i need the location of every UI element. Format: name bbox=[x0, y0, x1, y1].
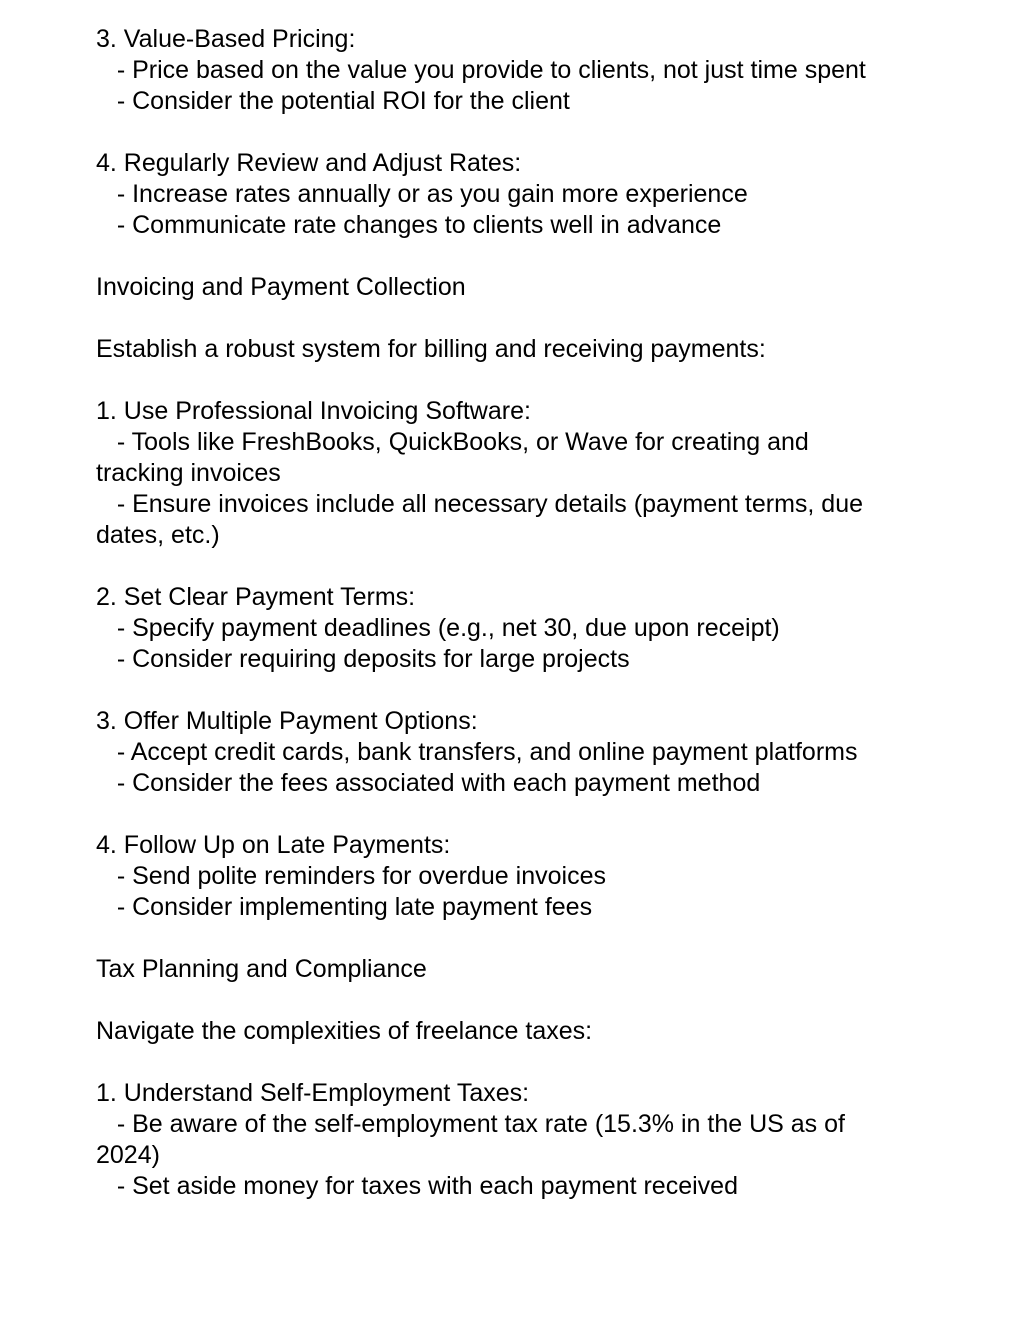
list-item-bullet: - Accept credit cards, bank transfers, and online payment platforms bbox=[96, 738, 858, 766]
blank-line bbox=[96, 241, 926, 272]
blank-line bbox=[96, 117, 926, 148]
list-item-heading: 2. Set Clear Payment Terms: bbox=[96, 583, 416, 611]
blank-line bbox=[96, 303, 926, 334]
list-item-bullet: - Ensure invoices include all necessary details (payment terms, due bbox=[96, 490, 864, 518]
section-heading: Tax Planning and Compliance bbox=[96, 955, 427, 983]
list-item-bullet: - Increase rates annually or as you gain more experience bbox=[96, 180, 748, 208]
list-item-bullet: - Consider implementing late payment fees bbox=[96, 893, 593, 921]
list-item-bullet: - Tools like FreshBooks, QuickBooks, or Wave for creating and bbox=[96, 428, 809, 456]
list-item-heading: 1. Use Professional Invoicing Software: bbox=[96, 397, 531, 425]
list-item-heading: 4. Follow Up on Late Payments: bbox=[96, 831, 451, 859]
list-item-bullet: - Consider requiring deposits for large projects bbox=[96, 645, 630, 673]
list-item-bullet: - Consider the potential ROI for the client bbox=[96, 87, 570, 115]
document-page bbox=[96, 24, 926, 1202]
list-item-bullet: - Be aware of the self-employment tax rate (15.3% in the US as of bbox=[96, 1110, 845, 1138]
blank-line bbox=[96, 1047, 926, 1078]
list-item-heading: 4. Regularly Review and Adjust Rates: bbox=[96, 149, 522, 177]
list-item-bullet: - Consider the fees associated with each payment method bbox=[96, 769, 761, 797]
list-item-bullet: - Specify payment deadlines (e.g., net 30, due upon receipt) bbox=[96, 614, 780, 642]
blank-line bbox=[96, 923, 926, 954]
list-item-bullet: - Price based on the value you provide to clients, not just time spent bbox=[96, 56, 866, 84]
list-item-bullet-continuation: tracking invoices bbox=[96, 459, 281, 487]
blank-line bbox=[96, 365, 926, 396]
list-item-heading: 3. Offer Multiple Payment Options: bbox=[96, 707, 478, 735]
blank-line bbox=[96, 799, 926, 830]
list-item-heading: 1. Understand Self-Employment Taxes: bbox=[96, 1079, 530, 1107]
list-item-bullet-continuation: 2024) bbox=[96, 1141, 160, 1169]
list-item-bullet: - Set aside money for taxes with each payment received bbox=[96, 1172, 738, 1200]
blank-line bbox=[96, 985, 926, 1016]
section-intro: Establish a robust system for billing and receiving payments: bbox=[96, 335, 766, 363]
list-item-bullet-continuation: dates, etc.) bbox=[96, 521, 220, 549]
blank-line bbox=[96, 551, 926, 582]
blank-line bbox=[96, 675, 926, 706]
list-item-bullet: - Send polite reminders for overdue invoices bbox=[96, 862, 606, 890]
list-item-heading: 3. Value-Based Pricing: bbox=[96, 25, 356, 53]
list-item-bullet: - Communicate rate changes to clients well in advance bbox=[96, 211, 722, 239]
section-intro: Navigate the complexities of freelance taxes: bbox=[96, 1017, 593, 1045]
section-heading: Invoicing and Payment Collection bbox=[96, 273, 466, 301]
